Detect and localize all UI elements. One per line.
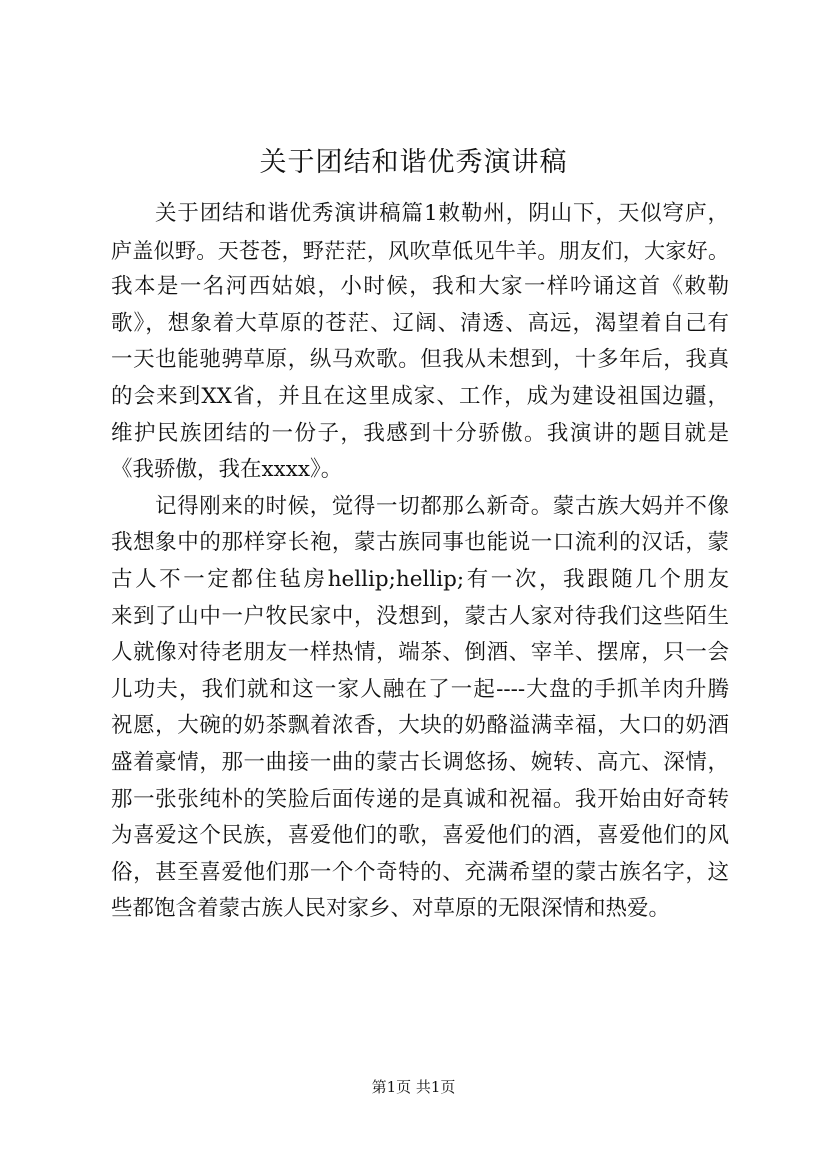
paragraph-line: 我本是一名河西姑娘，小时候，我和大家一样吟诵这首《敕勒	[111, 274, 729, 300]
paragraph-line: 盛着豪情，那一曲接一曲的蒙古长调悠扬、婉转、高亢、深情，	[111, 749, 729, 775]
paragraph-line: 记得刚来的时候，觉得一切都那么新奇。蒙古族大妈并不像	[155, 493, 729, 519]
page-footer: 第1页 共1页	[371, 1078, 456, 1096]
paragraph-line: 维护民族团结的一份子，我感到十分骄傲。我演讲的题目就是	[111, 420, 729, 446]
paragraph-line: 庐盖似野。天苍苍，野茫茫，风吹草低见牛羊。朋友们，大家好。	[111, 238, 729, 263]
paragraph-1	[111, 196, 729, 489]
paragraph-line: 《我骄傲，我在xxxx》。	[111, 457, 343, 483]
paragraph-line: 些都饱含着蒙古族人民对家乡、对草原的无限深情和热爱。	[111, 896, 671, 922]
page-title: 关于团结和谐优秀演讲稿	[259, 147, 568, 178]
document-body	[111, 196, 729, 928]
paragraph-line: 我想象中的那样穿长袍，蒙古族同事也能说一口流利的汉话，蒙	[111, 530, 729, 556]
paragraph-line: 来到了山中一户牧民家中，没想到，蒙古人家对待我们这些陌生	[111, 603, 729, 629]
paragraph-2	[111, 489, 729, 928]
paragraph-line: 的会来到XX省，并且在这里成家、工作，成为建设祖国边疆，	[111, 383, 729, 409]
paragraph-line: 人就像对待老朋友一样热情，端茶、倒酒、宰羊、摆席，只一会	[111, 640, 729, 666]
paragraph-line: 古人不一定都住毡房hellip;hellip;有一次，我跟随几个朋友	[111, 566, 729, 592]
paragraph-line: 那一张张纯朴的笑脸后面传递的是真诚和祝福。我开始由好奇转	[111, 786, 729, 812]
paragraph-line: 祝愿，大碗的奶茶飘着浓香，大块的奶酪溢满幸福，大口的奶酒	[111, 713, 729, 739]
paragraph-line: 儿功夫，我们就和这一家人融在了一起----大盘的手抓羊肉升腾	[111, 676, 729, 702]
paragraph-line: 一天也能驰骋草原，纵马欢歌。但我从未想到，十多年后，我真	[111, 347, 729, 373]
paragraph-line: 为喜爱这个民族，喜爱他们的歌，喜爱他们的酒，喜爱他们的风	[111, 823, 729, 849]
paragraph-line: 关于团结和谐优秀演讲稿篇1敕勒州，阴山下，天似穹庐，	[155, 201, 729, 226]
paragraph-line: 俗，甚至喜爱他们那一个个奇特的、充满希望的蒙古族名字，这	[111, 859, 729, 885]
paragraph-line: 歌》，想象着大草原的苍茫、辽阔、清透、高远，渴望着自己有	[111, 310, 729, 336]
